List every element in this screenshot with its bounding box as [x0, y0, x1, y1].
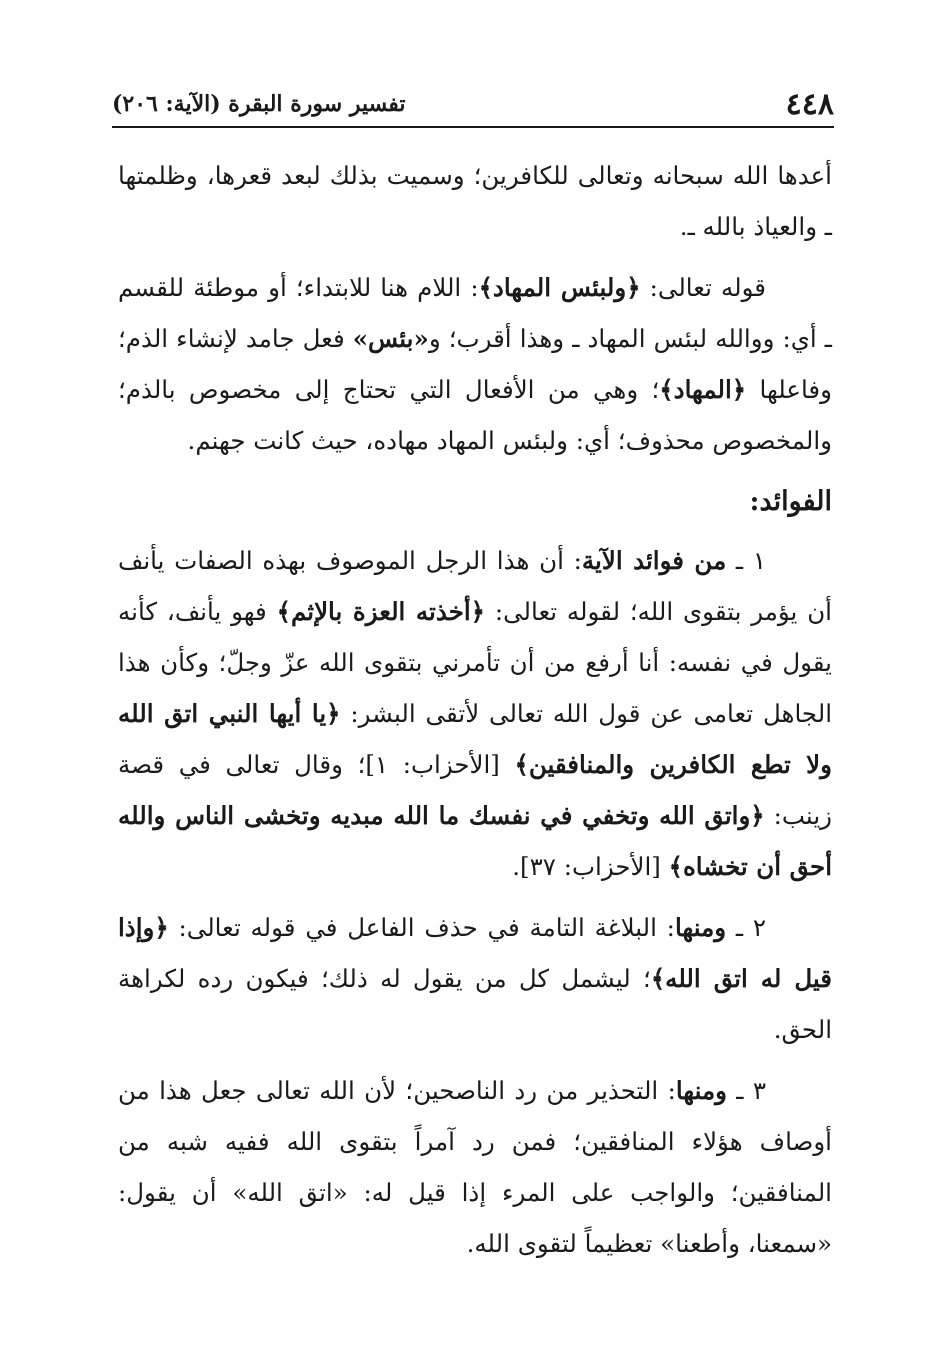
item-lead: ومنها — [674, 913, 727, 942]
text-segment: ؛ ليشمل كل من يقول له ذلك؛ فيكون رده لكراهة الحق. — [118, 964, 832, 1044]
benefit-item-3 — [118, 1065, 832, 1269]
page-number: ٤٤٨ — [785, 86, 834, 122]
benefit-item-2 — [118, 902, 832, 1055]
page-header — [112, 82, 834, 128]
item-lead: ومنها — [675, 1076, 727, 1105]
paragraph-continuation — [118, 150, 832, 252]
text-segment: : البلاغة التامة في حذف الفاعل في قوله تعالى: — [168, 913, 675, 942]
paragraph-text: أعدها الله سبحانه وتعالى للكافرين؛ وسميت بذلك لبعد قعرها، وظلمتها ـ والعياذ بالله ـ. — [118, 161, 832, 241]
item-number: ٢ ـ — [726, 913, 766, 942]
quran-quote: ﴿وإذا قيل له اتق الله﴾ — [118, 913, 833, 993]
item-number: ١ ـ — [726, 546, 767, 575]
text-segment: [الأحزاب: ١]؛ وقال تعالى في قصة زينب: — [118, 750, 832, 830]
quran-quote: ﴿أخذته العزة بالإثم﴾ — [276, 597, 486, 626]
benefit-item-1 — [118, 535, 832, 892]
text-segment: : أن هذا الرجل الموصوف بهذه الصفات يأنف أن يؤمر بتقوى الله؛ لقوله تعالى: — [118, 546, 832, 626]
section-heading: الفوائد: — [749, 486, 832, 517]
text-segment: [الأحزاب: ٣٧]. — [512, 852, 669, 881]
page-body — [118, 150, 832, 1279]
text-segment: فهو يأنف، كأنه يقول في نفسه: أنا أرفع من أن تأمرني بتقوى الله عزّ وجلّ؛ وكأن هذا الجاهل تعامى عن قول الله تعالى لأتقى البشر: — [118, 597, 832, 728]
text-segment: قوله تعالى: — [640, 273, 766, 302]
running-title: تفسير سورة البقرة (الآية: ٢٠٦) — [112, 91, 406, 117]
quran-quote: ﴿ولبئس المهاد﴾ — [478, 273, 641, 302]
paragraph-verse-explanation — [118, 262, 832, 466]
item-number: ٣ ـ — [726, 1076, 766, 1105]
text-segment: ؛ وهي من الأفعال التي تحتاج إلى مخصوص بالذم؛ والمخصوص محذوف؛ أي: ولبئس المهاد مهاده، حيث كانت جهنم. — [118, 375, 832, 455]
quran-quote: ﴿واتق الله وتخفي في نفسك ما الله مبديه وتخشى الناس والله أحق أن تخشاه﴾ — [118, 801, 832, 881]
quran-quote: ﴿المهاد﴾ — [659, 375, 747, 404]
item-lead: من فوائد الآية — [581, 546, 727, 575]
bold-term: «بئس» — [352, 324, 429, 353]
text-segment: : اللام هنا للابتداء؛ أو موطئة للقسم ـ أي: ووالله لبئس المهاد ـ وهذا أقرب؛ و — [118, 273, 832, 353]
text-segment: : التحذير من رد الناصحين؛ لأن الله تعالى جعل هذا من أوصاف هؤلاء المنافقين؛ فمن رد آمراً بتقوى الله ففيه شبه من المنافقين؛ والواجب على المرء إذا قيل له: «اتق الله» أن يقول: «سمعنا، وأطعنا» تعظيماً لتقوى الله. — [118, 1076, 832, 1258]
quran-quote: ﴿يا أيها النبي اتق الله ولا تطع الكافرين والمنافقين﴾ — [118, 699, 832, 779]
text-segment: فعل جامد لإنشاء الذم؛ وفاعلها — [118, 324, 832, 404]
